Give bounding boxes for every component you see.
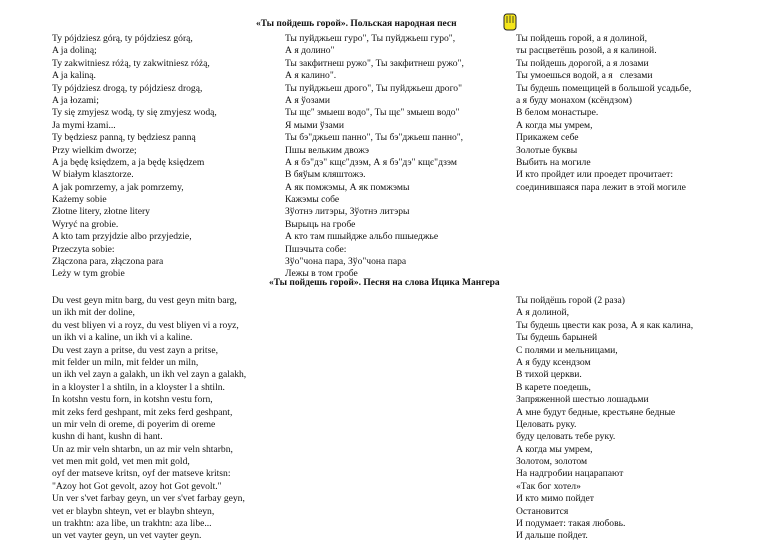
russian-line: А мне будут бедные, крестьяне бедные bbox=[516, 406, 676, 418]
russian-line: В карете поедешь, bbox=[516, 381, 591, 393]
russian-line: Прикажем себе bbox=[516, 132, 579, 144]
polish-line: A kto tam przyjdzie albo przyjedzie, bbox=[52, 231, 192, 243]
transliteration-line: В бяўым кляштожэ. bbox=[285, 169, 366, 181]
russian-line: соединившаяся пара лежит в этой могиле bbox=[516, 181, 686, 193]
transliteration-line: Ты закфитнеш ружо", Ты закфитнеш ружо", bbox=[285, 57, 464, 69]
transliteration-line: Я мыми ўзами bbox=[285, 119, 344, 131]
russian-translation-2 bbox=[516, 295, 693, 543]
russian-line: С полями и мельницами, bbox=[516, 344, 618, 356]
transliteration-line: А кто там пшыйдже альбо пшыеджье bbox=[285, 231, 439, 243]
russian-line: И кто мимо пойдет bbox=[516, 493, 594, 505]
russian-line: Ты пойдешь дорогой, а я лозами bbox=[516, 57, 649, 69]
transliteration-line: Ты щє" змыеш водо", Ты щє" змыеш водо" bbox=[285, 107, 460, 119]
yiddish-line: un ikh mit der doline, bbox=[52, 307, 135, 319]
yiddish-line: un ikh vel zayn a galakh, un ikh vel zayn a galakh, bbox=[52, 369, 247, 381]
polish-line: A ja kaliną. bbox=[52, 70, 96, 82]
yiddish-line: Du vest geyn mitn barg, du vest geyn mitn barg, bbox=[52, 295, 237, 306]
transliteration-line: А я ўозами bbox=[285, 94, 330, 106]
russian-line: Ты будешь барыней bbox=[516, 332, 598, 344]
yiddish-line: in a kloyster l a shtiln, in a kloyster l a shtiln. bbox=[52, 381, 225, 393]
russian-line: И кто пройдет или проедет прочитает: bbox=[516, 169, 673, 181]
transliteration-line: Ты пуйджьеш дрого", Ты пуйджьеш дрого" bbox=[285, 82, 463, 94]
russian-line: Золотые буквы bbox=[516, 144, 578, 156]
polish-line: A ja łozami; bbox=[52, 94, 99, 106]
russian-line: А когда мы умрем, bbox=[516, 119, 593, 131]
polish-line: Przy wielkim dworze; bbox=[52, 144, 137, 156]
transliteration-line: Вырыць на гробе bbox=[285, 218, 356, 230]
russian-line: А я долиной, bbox=[516, 307, 570, 319]
yiddish-line: un ikh vi a kaline, un ikh vi a kaline. bbox=[52, 332, 193, 344]
transliteration-line: Зўо"чона пара, Зўо"чона пара bbox=[285, 256, 407, 268]
polish-line: Ty pójdziesz górą, ty pójdziesz górą, bbox=[52, 33, 193, 44]
polish-line: W białym klasztorze. bbox=[52, 169, 134, 181]
russian-line: буду целовать тебе руку. bbox=[516, 431, 616, 443]
polish-line: Wyryć na grobie. bbox=[52, 218, 119, 230]
yiddish-line: Du vest zayn a pritse, du vest zayn a pritse, bbox=[52, 344, 218, 356]
russian-line: Ты будешь цвести как роза, А я как калина, bbox=[516, 319, 694, 331]
transliteration-line: А я бэ"дэ" кщє"дзэм, А я бэ"дэ" кщє"дзэм bbox=[285, 156, 457, 168]
russian-line: Ты пойдёшь горой (2 раза) bbox=[516, 295, 625, 306]
yiddish-line: un trakhtn: aza libe, un trakhtn: aza libe... bbox=[52, 518, 212, 530]
yiddish-line: In kotshn vestu forn, in kotshn vestu forn, bbox=[52, 394, 213, 406]
russian-line: И подумает: такая любовь. bbox=[516, 518, 626, 530]
yiddish-line: kushn di hant, kushn di hant. bbox=[52, 431, 163, 443]
polish-line: Ty zakwitniesz różą, ty zakwitniesz różą, bbox=[52, 57, 210, 69]
russian-line: В белом монастыре. bbox=[516, 107, 599, 119]
yiddish-line: du vest bliyen vi a royz, du vest bliyen vi a royz, bbox=[52, 319, 239, 331]
transliteration-line: А я калино". bbox=[285, 70, 337, 82]
russian-line: А когда мы умрем, bbox=[516, 443, 593, 455]
russian-line: а я буду монахом (ксёндзом) bbox=[516, 94, 632, 106]
polish-line: Ty będziesz panną, ty będziesz panną bbox=[52, 132, 196, 144]
polish-line: Ty się zmyjesz wodą, ty się zmyjesz wodą, bbox=[52, 107, 217, 119]
russian-line: ты расцветёшь розой, а я калиной. bbox=[516, 45, 657, 57]
polish-line: Przeczyta sobie: bbox=[52, 243, 115, 255]
yiddish-line: "Azoy hot Got gevolt, azoy hot Got gevolt." bbox=[52, 480, 222, 492]
yiddish-line: vet er blaybn shteyn, vet er blaybn shteyn, bbox=[52, 505, 215, 517]
transliteration-line: Кажэмы собе bbox=[285, 194, 340, 206]
transliteration-line: А як помжэмы, А як помжэмы bbox=[285, 181, 410, 193]
polish-line: Leży w tym grobie bbox=[52, 268, 125, 280]
transliteration-line: Ты пуйджьеш гуро", Ты пуйджьеш гуро", bbox=[285, 33, 456, 44]
russian-line: И дальше пойдет. bbox=[516, 530, 588, 542]
yiddish-line: mit felder un miln, mit felder un miln, bbox=[52, 356, 199, 368]
transliteration-line: Ты бэ"джьеш панно", Ты бэ"джьеш панно", bbox=[285, 132, 464, 144]
russian-line: Остановится bbox=[516, 505, 569, 517]
russian-line: Ты умоешься водой, а я слезами bbox=[516, 70, 653, 82]
polish-line: Ja mymi łzami... bbox=[52, 119, 116, 131]
russian-line: Ты пойдешь горой, а я долиной, bbox=[516, 33, 648, 44]
transliteration-line: Лежы в том гробе bbox=[285, 268, 358, 280]
transliteration-line: Пшэчыта собе: bbox=[285, 243, 347, 255]
russian-line: Ты будешь помещицей в большой усадьбе, bbox=[516, 82, 692, 94]
russian-line: Выбить на могиле bbox=[516, 156, 591, 168]
yiddish-line: oyf der matseve kritsn, oyf der matseve kritsn: bbox=[52, 468, 231, 480]
transliteration-lyrics bbox=[285, 33, 464, 281]
yiddish-line: vet men mit gold, vet men mit gold, bbox=[52, 456, 190, 468]
yiddish-line: mit zeks ferd geshpant, mit zeks ferd geshpant, bbox=[52, 406, 233, 418]
russian-line: Золотом, золотом bbox=[516, 456, 588, 468]
polish-line: Złączona para, złączona para bbox=[52, 256, 164, 268]
transliteration-line: Зўотнэ литэры, Зўотнэ литэры bbox=[285, 206, 410, 218]
polish-lyrics bbox=[52, 33, 217, 281]
yiddish-line: un mir veln di oreme, di poyerim di oreme bbox=[52, 418, 216, 430]
polish-line: Ty pójdziesz drogą, ty pójdziesz drogą, bbox=[52, 82, 203, 94]
yiddish-line: un vet vayter geyn, un vet vayter geyn. bbox=[52, 530, 202, 542]
polish-line: Każemy sobie bbox=[52, 194, 107, 206]
yiddish-line: Un az mir veln shtarbn, un az mir veln shtarbn, bbox=[52, 443, 233, 455]
section1-title: «Ты пойдешь горой». Польская народная песн bbox=[256, 19, 457, 29]
section2-title: «Ты пойдешь горой». Песня на слова Ицика Мангера bbox=[269, 278, 500, 288]
transliteration-line: А я долино" bbox=[285, 45, 335, 57]
russian-line: В тихой церкви. bbox=[516, 369, 582, 381]
russian-line: Целовать руку. bbox=[516, 418, 577, 430]
yiddish-line: Un ver s'vet farbay geyn, un ver s'vet farbay geyn, bbox=[52, 493, 245, 505]
polish-line: A jak pomrzemy, a jak pomrzemy, bbox=[52, 181, 184, 193]
russian-line: На надгробии нацарапают bbox=[516, 468, 624, 480]
russian-translation-1 bbox=[516, 33, 691, 194]
polish-line: A ja doliną; bbox=[52, 45, 97, 57]
transliteration-line: Пшы вельким двожэ bbox=[285, 144, 369, 156]
polish-line: Złotne litery, złotne litery bbox=[52, 206, 150, 218]
polish-line: A ja będę księdzem, a ja będę księdzem bbox=[52, 156, 205, 168]
yiddish-lyrics bbox=[52, 295, 246, 543]
raised-hand-icon bbox=[503, 13, 517, 31]
russian-line: «Так бог хотел» bbox=[516, 480, 581, 492]
russian-line: А я буду ксендзом bbox=[516, 356, 591, 368]
russian-line: Запряженной шестью лошадьми bbox=[516, 394, 649, 406]
